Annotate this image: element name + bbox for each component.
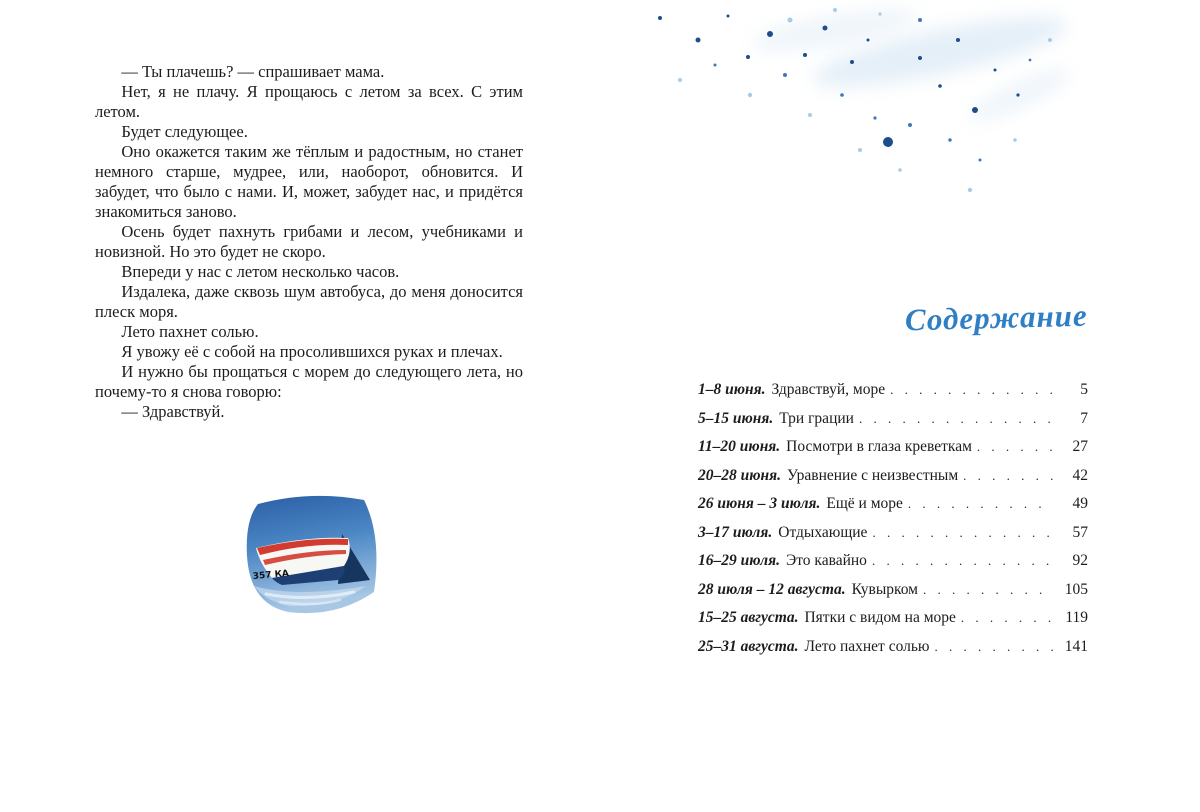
toc-date: 28 июля – 12 августа.	[698, 580, 846, 598]
watercolor-splatter	[620, 0, 1080, 240]
toc-page-number: 5	[1080, 381, 1088, 398]
toc-row	[698, 495, 1088, 513]
toc-leader	[923, 582, 1053, 598]
paragraph: — Здравствуй.	[121, 402, 225, 421]
toc-date: 16–29 июля.	[698, 552, 780, 569]
toc-row	[698, 581, 1088, 599]
toc-leader	[935, 639, 1053, 655]
toc-leader	[908, 496, 1053, 512]
toc-date: 1–8 июня.	[698, 381, 766, 398]
toc-page-number: 105	[1064, 580, 1088, 598]
toc-list	[698, 381, 1088, 666]
toc-date: 20–28 июня.	[698, 466, 782, 484]
paragraph: Впереди у нас с летом несколько часов.	[121, 262, 400, 281]
toc-row	[698, 552, 1088, 570]
boat-illustration	[236, 486, 386, 626]
toc-date: 25–31 августа.	[698, 637, 799, 655]
paragraph: — Ты плачешь? — спрашивает мама.	[121, 62, 385, 81]
toc-title: Уравнение с неизвестным	[787, 466, 959, 484]
paragraph: Я увожу её с собой на просолившихся руках и плечах.	[121, 342, 503, 361]
toc-date: 26 июня – 3 июля.	[698, 495, 821, 512]
toc-page-number: 42	[1072, 466, 1088, 484]
toc-row	[698, 609, 1088, 627]
toc-page-number: 141	[1064, 637, 1088, 655]
toc-heading: Содержание	[904, 297, 1089, 338]
toc-page-number: 49	[1072, 495, 1088, 512]
toc-leader	[859, 411, 1053, 427]
toc-row	[698, 438, 1088, 456]
paragraph: Будет следующее.	[121, 122, 248, 141]
toc-title: Это кавайно	[786, 552, 867, 569]
toc-row	[698, 524, 1088, 542]
toc-title: Пятки с видом на море	[804, 609, 956, 626]
paragraph: Оно окажется таким же тёплым и радостным, но станет немного старше, мудрее, или, наоборот, обновится. И забудет, что было с нами. И, может, забудет нас, и придётся знакомиться заново.	[95, 142, 523, 221]
toc-leader	[890, 382, 1053, 398]
toc-date: 3–17 июля.	[698, 523, 773, 541]
toc-row	[698, 638, 1088, 656]
toc-row	[698, 410, 1088, 428]
boat-label: 357 КА	[252, 568, 290, 582]
toc-page-number: 7	[1080, 409, 1088, 427]
toc-leader	[963, 468, 1053, 484]
paragraph: Нет, я не плачу. Я прощаюсь с летом за всех. С этим летом.	[95, 82, 523, 121]
toc-date: 5–15 июня.	[698, 409, 774, 427]
toc-title: Ещё и море	[826, 495, 903, 512]
toc-title: Кувырком	[851, 580, 918, 598]
toc-title: Три грации	[779, 409, 854, 427]
toc-title: Лето пахнет солью	[804, 637, 930, 655]
paragraph: Издалека, даже сквозь шум автобуса, до меня доносится плеск моря.	[95, 282, 523, 321]
toc-leader	[977, 439, 1053, 455]
toc-title: Отдыхающие	[778, 523, 868, 541]
paragraph: И нужно бы прощаться с морем до следующего лета, но почему-то я снова говорю:	[95, 362, 523, 401]
toc-page-number: 92	[1072, 552, 1088, 569]
paragraph: Осень будет пахнуть грибами и лесом, учебниками и новизной. Но это будет не скоро.	[95, 222, 523, 261]
toc-page-number: 27	[1072, 438, 1088, 455]
toc-leader	[872, 553, 1053, 569]
toc-page-number: 119	[1065, 609, 1088, 626]
left-page-text	[95, 62, 523, 422]
toc-row	[698, 467, 1088, 485]
toc-title: Здравствуй, море	[771, 381, 886, 398]
toc-leader	[961, 610, 1053, 626]
toc-date: 15–25 августа.	[698, 609, 799, 626]
toc-date: 11–20 июня.	[698, 438, 781, 455]
toc-leader	[872, 525, 1053, 541]
toc-row	[698, 381, 1088, 399]
paragraph: Лето пахнет солью.	[121, 322, 259, 341]
toc-page-number: 57	[1072, 523, 1088, 541]
toc-title: Посмотри в глаза креветкам	[786, 438, 972, 455]
